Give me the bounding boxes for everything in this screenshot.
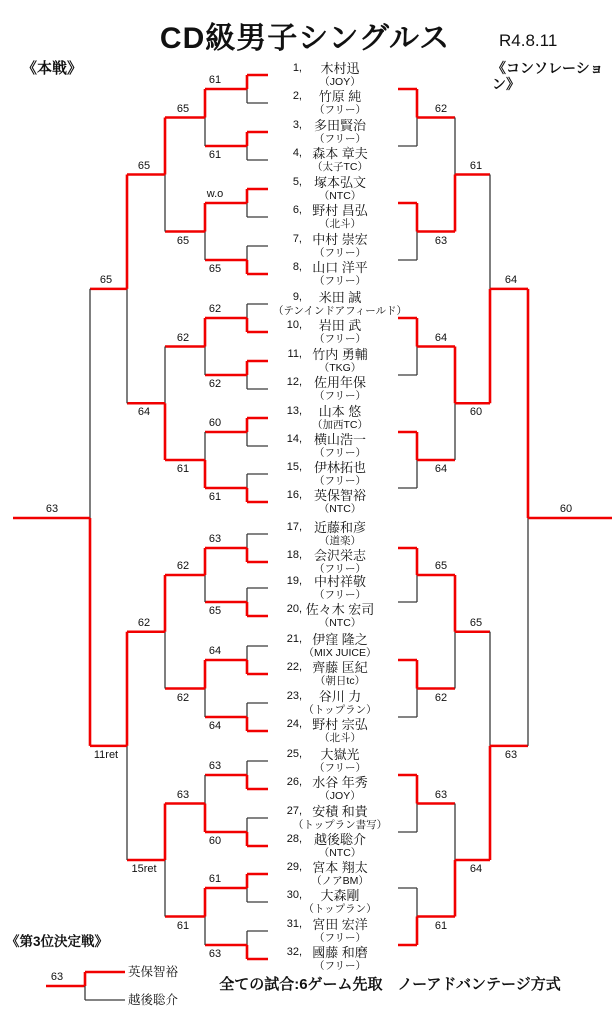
player-club: （フリー） xyxy=(313,333,367,345)
player-number: 20, xyxy=(286,603,302,615)
player-name: 森本 章夫 xyxy=(312,146,368,161)
match-score: 64 xyxy=(208,645,222,657)
match-score: 63 xyxy=(208,948,222,960)
match-score: 63 xyxy=(50,971,64,983)
player-club: （フリー） xyxy=(313,104,367,116)
player-club: （NTC） xyxy=(318,503,362,515)
player-club: （フリー） xyxy=(313,960,367,972)
player-club: （トップラン書写） xyxy=(292,819,388,831)
player-number: 8, xyxy=(292,261,302,273)
event-date: R4.8.11 xyxy=(499,31,558,50)
player-name: 竹原 純 xyxy=(318,89,362,104)
player-name: 水谷 年秀 xyxy=(312,775,368,790)
match-score: 61 xyxy=(176,919,190,932)
player-club: （太子TC） xyxy=(312,161,368,173)
player-club: （フリー） xyxy=(313,133,367,145)
player-name: 佐用年保 xyxy=(313,375,366,390)
player-club: （フリー） xyxy=(313,390,367,402)
player-number: 10, xyxy=(286,319,302,331)
match-score: 63 xyxy=(208,533,222,545)
match-score: 62 xyxy=(208,378,222,390)
player-name: 近藤和彦 xyxy=(313,520,366,535)
player-club: （JOY） xyxy=(319,790,361,802)
player-club: （フリー） xyxy=(313,247,367,259)
player-club: （JOY） xyxy=(319,76,361,88)
player-name: 山本 悠 xyxy=(318,404,362,419)
player-number: 26, xyxy=(286,776,302,788)
player-number: 9, xyxy=(292,291,302,303)
match-score: 61 xyxy=(208,873,222,885)
player-name: 中村 崇宏 xyxy=(312,232,368,247)
player-number: 22, xyxy=(286,661,302,673)
player-club: （フリー） xyxy=(313,589,367,601)
match-score: 65 xyxy=(469,616,483,629)
match-score: 64 xyxy=(208,720,222,732)
player-club: （MIX JUICE） xyxy=(303,647,377,659)
player-club: （フリー） xyxy=(313,275,367,287)
player-number: 16, xyxy=(286,489,302,501)
player-name: 宮田 宏洋 xyxy=(312,917,368,932)
player-name: 野村 昌弘 xyxy=(312,203,368,218)
match-score: 61 xyxy=(208,74,222,86)
player-name: 宮本 翔太 xyxy=(312,860,368,875)
player-name: 塚本弘文 xyxy=(313,175,366,190)
player-club: （TKG） xyxy=(318,362,362,374)
player-club: （加西TC） xyxy=(312,419,368,431)
match-score: 65 xyxy=(434,560,448,572)
match-score: 64 xyxy=(434,331,448,344)
player-name: 越後聡介 xyxy=(313,832,366,847)
player-name: 佐々木 宏司 xyxy=(305,602,375,617)
player-club: （NTC） xyxy=(318,847,362,859)
player-name: 國藤 和磨 xyxy=(312,945,368,960)
player-name: 岩田 武 xyxy=(318,318,362,333)
player-name: 伊林拓也 xyxy=(313,460,366,475)
player-club: （北斗） xyxy=(319,218,361,230)
match-score: 60 xyxy=(469,406,483,419)
player-club: （NTC） xyxy=(318,617,362,629)
player-club: （ノアBM） xyxy=(311,875,369,887)
match-score: 62 xyxy=(176,331,190,344)
match-score: 62 xyxy=(434,102,448,115)
match-score: w.o xyxy=(206,188,224,200)
player-number: 4, xyxy=(292,147,302,159)
match-score: 60 xyxy=(559,503,573,515)
match-score: 63 xyxy=(208,760,222,772)
player-name: 英保智裕 xyxy=(313,488,366,503)
player-number: 15, xyxy=(286,461,302,473)
player-number: 21, xyxy=(286,633,302,645)
match-score: 62 xyxy=(137,616,151,629)
player-number: 18, xyxy=(286,549,302,561)
player-name: 大嶽光 xyxy=(320,747,360,762)
player-club: （朝日tc） xyxy=(314,675,366,687)
match-score: 61 xyxy=(208,149,222,161)
player-number: 29, xyxy=(286,861,302,873)
match-format-note: 全ての試合:6ゲーム先取 ノーアドバンテージ方式 xyxy=(219,976,561,993)
match-score: 65 xyxy=(99,273,113,286)
player-number: 32, xyxy=(286,946,302,958)
match-score: 65 xyxy=(176,234,190,247)
player-number: 5, xyxy=(292,176,302,188)
match-score: 65 xyxy=(137,159,151,172)
player-number: 7, xyxy=(292,233,302,245)
player-number: 19, xyxy=(286,575,302,587)
third-place-winner-name: 英保智裕 xyxy=(128,965,179,979)
player-club: （トップラン） xyxy=(303,903,377,915)
player-number: 3, xyxy=(292,119,302,131)
match-score: 61 xyxy=(208,491,222,503)
player-name: 谷川 力 xyxy=(318,689,362,704)
player-number: 27, xyxy=(286,805,302,817)
match-score: 64 xyxy=(137,406,151,419)
main-draw-label: 《本戦》 xyxy=(22,60,83,77)
player-club: （フリー） xyxy=(313,762,367,774)
player-name: 齊藤 匡紀 xyxy=(312,660,368,675)
player-number: 17, xyxy=(286,521,302,533)
player-name: 野村 宗弘 xyxy=(312,717,368,732)
player-name: 会沢栄志 xyxy=(313,548,366,563)
match-score: 62 xyxy=(208,303,222,315)
match-score: 60 xyxy=(208,417,222,429)
match-score: 11ret xyxy=(93,748,119,761)
player-club: （フリー） xyxy=(313,563,367,575)
match-score: 65 xyxy=(208,605,222,617)
match-score: 63 xyxy=(176,788,190,801)
match-score: 64 xyxy=(469,863,483,875)
player-number: 12, xyxy=(286,376,302,388)
player-number: 13, xyxy=(286,405,302,417)
player-club: （北斗） xyxy=(319,732,361,744)
player-name: 伊窪 隆之 xyxy=(312,632,368,647)
player-club: （テンインドアフィールド） xyxy=(272,305,408,317)
match-score: 64 xyxy=(434,463,448,475)
player-number: 14, xyxy=(286,433,302,445)
match-score: 60 xyxy=(208,835,222,847)
player-name: 中村祥敬 xyxy=(313,574,366,589)
third-place-label: 《第3位決定戦》 xyxy=(6,934,109,949)
page-title: CD級男子シングルス xyxy=(159,22,451,55)
match-score: 62 xyxy=(176,691,190,704)
player-club: （フリー） xyxy=(313,447,367,459)
match-score: 63 xyxy=(434,234,448,247)
match-score: 65 xyxy=(176,102,190,115)
player-club: （トップラン） xyxy=(303,704,377,716)
player-name: 米田 誠 xyxy=(318,290,362,305)
player-name: 山口 洋平 xyxy=(312,260,368,275)
player-number: 31, xyxy=(286,918,302,930)
match-score: 61 xyxy=(469,159,483,172)
player-name: 木村迅 xyxy=(320,61,360,76)
player-club: （NTC） xyxy=(318,190,362,202)
player-number: 25, xyxy=(286,748,302,760)
match-score: 65 xyxy=(208,263,222,275)
player-club: （フリー） xyxy=(313,932,367,944)
player-number: 24, xyxy=(286,718,302,730)
match-score: 64 xyxy=(504,273,518,286)
player-number: 30, xyxy=(286,889,302,901)
player-number: 11, xyxy=(287,348,302,360)
player-name: 安積 和貴 xyxy=(312,804,368,819)
consolation-label: 《コンソレーション》 xyxy=(492,60,604,92)
player-number: 2, xyxy=(292,90,302,102)
match-score: 63 xyxy=(45,503,59,515)
player-name: 多田賢治 xyxy=(313,118,366,133)
match-score: 15ret xyxy=(131,863,157,875)
match-score: 63 xyxy=(504,748,518,761)
player-number: 6, xyxy=(292,204,302,216)
match-score: 62 xyxy=(434,691,448,704)
match-score: 61 xyxy=(434,919,448,932)
match-score: 61 xyxy=(176,463,190,475)
player-club: （道楽） xyxy=(319,535,361,547)
player-name: 横山浩一 xyxy=(313,432,366,447)
match-score: 62 xyxy=(176,560,190,572)
player-number: 1, xyxy=(292,62,302,74)
third-place-loser-name: 越後聡介 xyxy=(128,993,179,1007)
player-name: 竹内 勇輔 xyxy=(312,347,368,362)
player-number: 23, xyxy=(286,690,302,702)
player-number: 28, xyxy=(286,833,302,845)
player-name: 大森剛 xyxy=(320,888,360,903)
match-score: 63 xyxy=(434,788,448,801)
player-club: （フリー） xyxy=(313,475,367,487)
